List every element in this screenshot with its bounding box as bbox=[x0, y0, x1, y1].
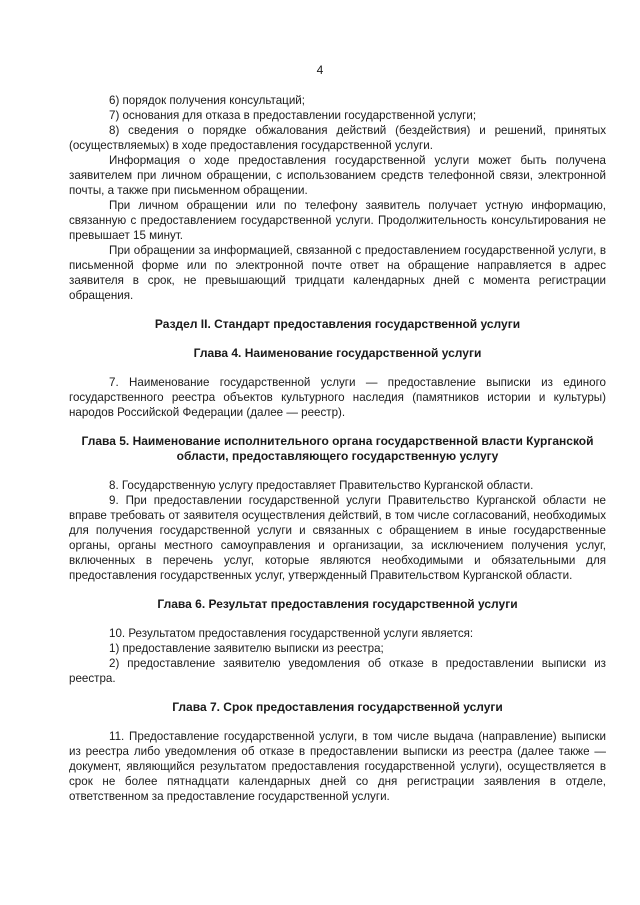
spacer bbox=[69, 715, 606, 729]
paragraph: 11. Предоставление государственной услуги, в том числе выдача (направление) выписки из реестра либо уведомления об отказе в предоставлении выписки из реестра (далее также — документ, являющийся результатом предоставления государственной услуги), осуществляется в срок не более пятнадцати календарных дней со дня регистрации заявления в отделе, ответственном за предоставление государственной услуги. bbox=[69, 730, 606, 803]
paragraph: При личном обращении или по телефону заявитель получает устную информацию, связанную с предоставлением государственной услуги. Продолжительность консультирования не превышает 15 минут. bbox=[69, 199, 606, 242]
spacer bbox=[69, 612, 606, 626]
section-heading: Глава 7. Срок предоставления государственной услуги bbox=[172, 700, 503, 714]
spacer bbox=[69, 464, 606, 478]
paragraph: 7. Наименование государственной услуги — предоставление выписки из единого государственного реестра объектов культурного наследия (памятников истории и культуры) народов Российской Федерации (далее — реестр). bbox=[69, 376, 606, 419]
spacer bbox=[69, 303, 606, 317]
paragraph: Информация о ходе предоставления государственной услуги может быть получена заявителем при личном обращении, с использованием средств телефонной связи, электронной почты, а также при письменном обращении. bbox=[69, 154, 606, 197]
paragraph: 8) сведения о порядке обжалования действий (бездействия) и решений, принятых (осуществляемых) в ходе предоставления государственной услуги. bbox=[69, 124, 606, 152]
paragraph: 7) основания для отказа в предоставлении государственной услуги; bbox=[109, 109, 477, 122]
spacer bbox=[69, 420, 606, 434]
document-body bbox=[69, 93, 606, 804]
section-heading: Глава 4. Наименование государственной услуги bbox=[193, 346, 482, 360]
paragraph: 8. Государственную услугу предоставляет Правительство Курганской области. bbox=[109, 479, 534, 492]
paragraph: При обращении за информацией, связанной с предоставлением государственной услуги, в письменной форме или по электронной почте ответ на обращение направляется в адрес заявителя в срок, не превышающий тридцати календарных дней с момента регистрации обращения. bbox=[69, 244, 606, 302]
paragraph: 6) порядок получения консультаций; bbox=[109, 94, 305, 107]
paragraph: 2) предоставление заявителю уведомления об отказе в предоставлении выписки из реестра. bbox=[69, 657, 606, 685]
section-heading: Раздел II. Стандарт предоставления государственной услуги bbox=[154, 317, 521, 331]
paragraph: 10. Результатом предоставления государственной услуги является: bbox=[109, 627, 474, 640]
page-number: 4 bbox=[316, 63, 324, 77]
spacer bbox=[69, 361, 606, 375]
section-heading: Глава 6. Результат предоставления государственной услуги bbox=[157, 597, 518, 611]
spacer bbox=[69, 583, 606, 597]
spacer bbox=[69, 332, 606, 346]
spacer bbox=[69, 686, 606, 700]
paragraph: 9. При предоставлении государственной услуги Правительство Курганской области не вправе требовать от заявителя осуществления действий, в том числе согласований, необходимых для получения государственной услуги и связанных с обращением в иные государственные органы, органы местного самоуправления и организации, за исключением получения услуг, включенных в перечень услуг, которые являются необходимыми и обязательными для предоставления государственных услуг, утвержденный Правительством Курганской области. bbox=[69, 494, 606, 582]
paragraph: 1) предоставление заявителю выписки из реестра; bbox=[109, 642, 384, 655]
section-heading: Глава 5. Наименование исполнительного органа государственной власти Курганской области, предоставляющего государственную услугу bbox=[81, 434, 594, 463]
